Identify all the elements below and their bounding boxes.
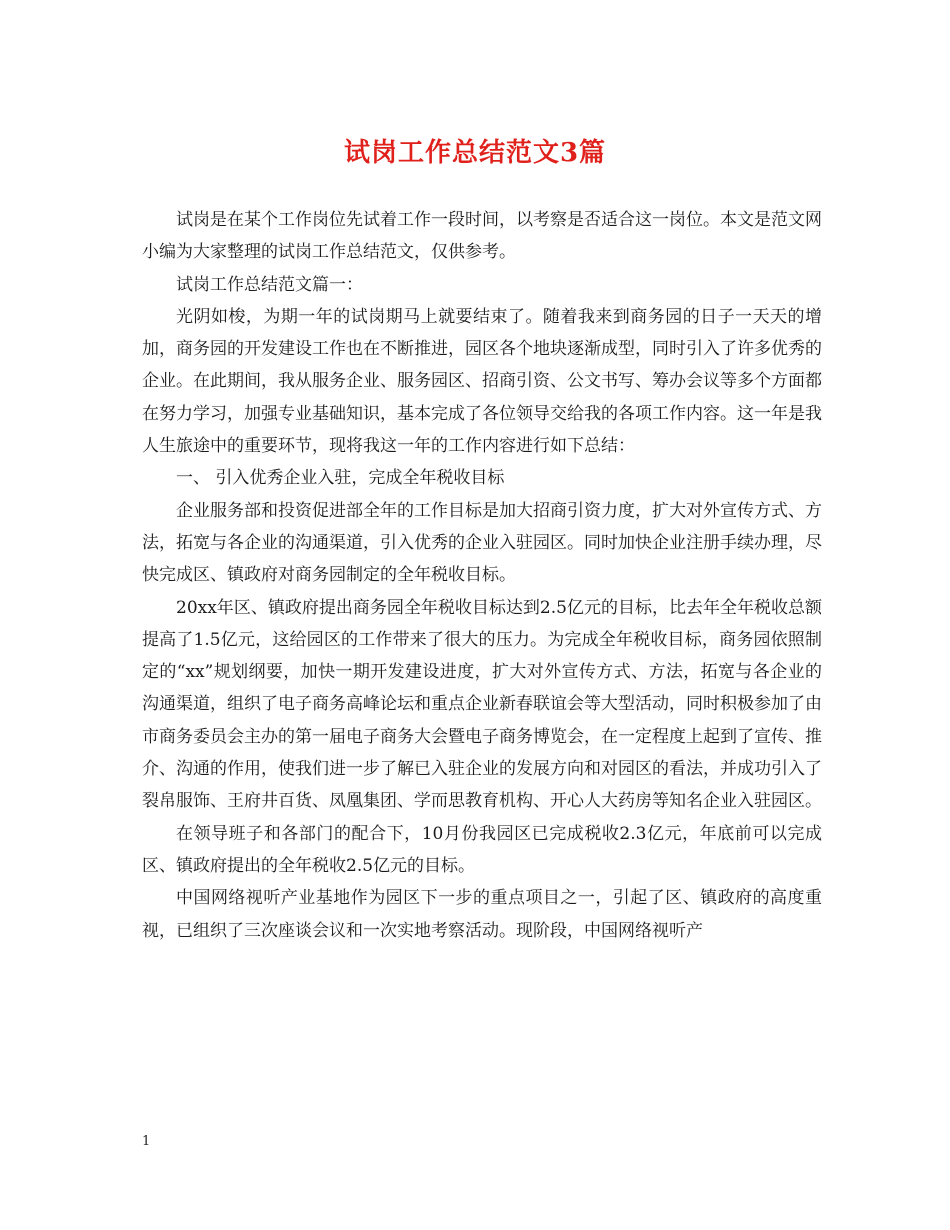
paragraph-media-base: 中国网络视听产业基地作为园区下一步的重点项目之一，引起了区、镇政府的高度重视，已组织了三次座谈会议和一次实地考察活动。现阶段，中国网络视听产 [142, 888, 822, 941]
paragraph-opening: 光阴如梭，为期一年的试岗期马上就要结束了。随着我来到商务园的日子一天天的增加，商务园的开发建设工作也在不断推进，园区各个地块逐渐成型，同时引入了许多优秀的企业。在此期间，我从服务企业、服务园区、招商引资、公文书写、筹办会议等多个方面都在努力学习，加强专业基础知识，基本完成了各位领导交给我的各项工作内容。这一年是我人生旅途中的重要环节，现将我这一年的工作内容进行如下总结： [142, 306, 822, 457]
paragraph-section-heading: 试岗工作总结范文篇一： [176, 274, 363, 295]
paragraph-tax-target: 20xx年区、镇政府提出商务园全年税收目标达到2.5亿元的目标，比去年全年税收总额提高了1.5亿元，这给园区的工作带来了很大的压力。为完成全年税收目标，商务园依照制定的“xx”规划纲要，加快一期开发建设进度，扩大对外宣传方式、方法，拓宽与各企业的沟通渠道，组织了电子商务高峰论坛和重点企业新春联谊会等大型活动，同时积极参加了由市商务委员会主办的第一届电子商务大会暨电子商务博览会，在一定程度上起到了宣传、推介、沟通的作用，使我们进一步了解已入驻企业的发展方向和对园区的看法，并成功引入了裂帛服饰、王府井百货、凤凰集团、学而思教育机构、开心人大药房等知名企业入驻园区。 [142, 597, 822, 812]
paragraph-intro: 试岗是在某个工作岗位先试着工作一段时间，以考察是否适合这一岗位。本文是范文网小编为大家整理的试岗工作总结范文，仅供参考。 [142, 210, 822, 263]
document-body [142, 204, 822, 947]
document-title: 试岗工作总结范文3篇 [343, 138, 607, 168]
paragraph-progress: 在领导班子和各部门的配合下，10月份我园区已完成税收2.3亿元，年底前可以完成区、镇政府提出的全年税收2.5亿元的目标。 [142, 823, 822, 876]
paragraph-subheading: 一、 引入优秀企业入驻，完成全年税收目标 [176, 468, 505, 489]
paragraph-goal: 企业服务部和投资促进部全年的工作目标是加大招商引资力度，扩大对外宣传方式、方法，拓宽与各企业的沟通渠道，引入优秀的企业入驻园区。同时加快企业注册手续办理，尽快完成区、镇政府对商务园制定的全年税收目标。 [142, 500, 822, 586]
page-number: 1 [142, 1134, 151, 1149]
